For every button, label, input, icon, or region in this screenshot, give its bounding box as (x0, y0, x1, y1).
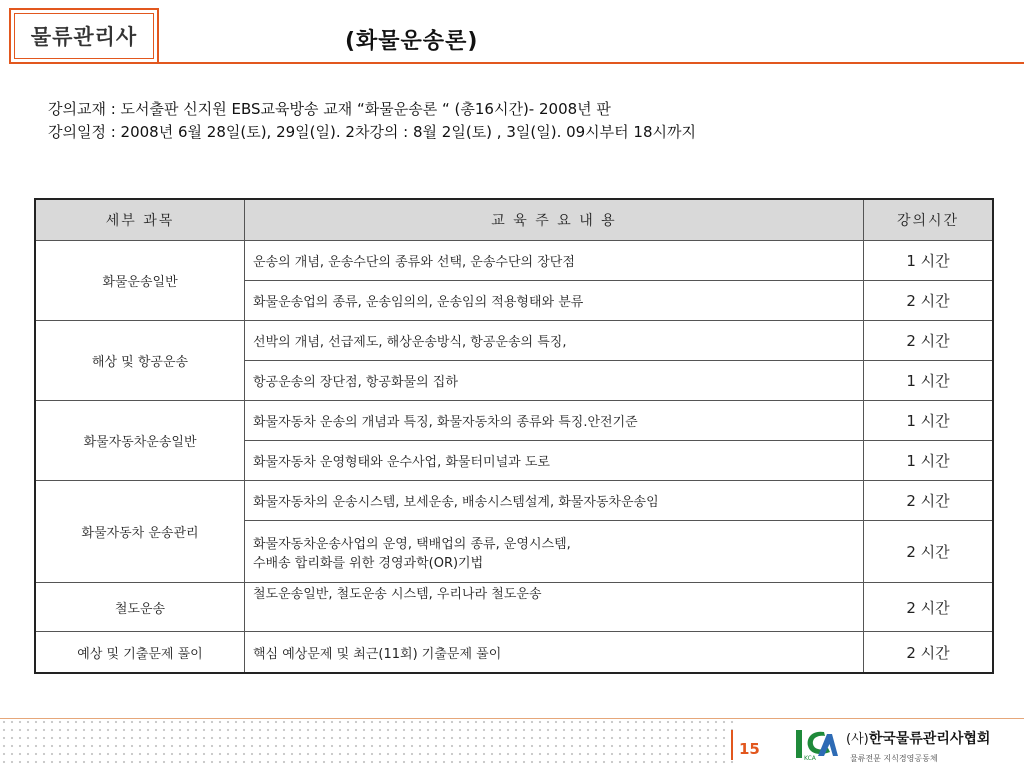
hours-cell: 1 시간 (864, 401, 994, 441)
content-cell: 화물자동차 운송의 개념과 특징, 화물자동차의 종류와 특징.안전기준 (245, 401, 864, 441)
subject-cell: 화물자동차 운송관리 (35, 481, 245, 583)
textbook-line: 강의교재 : 도서출판 신지원 EBS교육방송 교재 “화물운송론 “ (총16시간)- 2008년 판 (48, 100, 611, 118)
subject-cell: 예상 및 기출문제 풀이 (35, 632, 245, 674)
header-hours: 강의시간 (864, 199, 994, 241)
logo-lettering: KCA (804, 755, 816, 762)
hours-cell: 1 시간 (864, 241, 994, 281)
header-subject: 세부 과목 (35, 199, 245, 241)
content-line: 수배송 합리화를 위한 경영과학(OR)기법 (253, 555, 484, 571)
organization-name (846, 728, 990, 748)
table-row (35, 401, 993, 441)
header-content: 교 육 주 요 내 용 (245, 199, 864, 241)
content-cell (245, 521, 864, 583)
hours-cell: 2 시간 (864, 583, 994, 632)
subject-cell: 화물자동차운송일반 (35, 401, 245, 481)
content-cell: 화물자동차의 운송시스템, 보세운송, 배송시스템설계, 화물자동차운송임 (245, 481, 864, 521)
hours-cell: 2 시간 (864, 321, 994, 361)
content-cell: 항공운송의 장단점, 항공화물의 집하 (245, 361, 864, 401)
content-cell: 핵심 예상문제 및 최근(11회) 기출문제 풀이 (245, 632, 864, 674)
hours-cell: 2 시간 (864, 281, 994, 321)
page-title: (화물운송론) (345, 29, 479, 54)
content-cell: 선박의 개념, 선급제도, 해상운송방식, 항공운송의 특징, (245, 321, 864, 361)
subject-cell: 해상 및 항공운송 (35, 321, 245, 401)
schedule-line: 강의일정 : 2008년 6월 28일(토), 29일(일). 2차강의 : 8월 2일(토) , 3일(일). 09시부터 18시까지 (48, 123, 696, 141)
content-cell: 화물자동차 운영형태와 운수사업, 화물터미널과 도로 (245, 441, 864, 481)
subject-badge (9, 8, 159, 64)
header-divider (159, 62, 1024, 64)
hours-cell: 2 시간 (864, 481, 994, 521)
content-cell: 철도운송일반, 철도운송 시스템, 우리나라 철도운송 (245, 583, 864, 632)
kca-logo-icon (794, 726, 840, 762)
table-row (35, 583, 993, 632)
hours-cell: 2 시간 (864, 632, 994, 674)
subject-cell: 철도운송 (35, 583, 245, 632)
table-header-row (35, 199, 993, 241)
organization-slogan: 물류전문 지식경영공동체 (850, 754, 938, 763)
content-cell: 화물운송업의 종류, 운송임의의, 운송임의 적용형태와 분류 (245, 281, 864, 321)
content-cell: 운송의 개념, 운송수단의 종류와 선택, 운송수단의 장단점 (245, 241, 864, 281)
footer-dot-pattern (0, 718, 735, 768)
page-number: 15 (739, 740, 760, 758)
curriculum-table (34, 198, 994, 674)
subject-cell: 화물운송일반 (35, 241, 245, 321)
subject-badge-label: 물류관리사 (14, 13, 154, 59)
table-row (35, 321, 993, 361)
organization-title: 한국물류관리사협회 (868, 731, 991, 747)
table-row (35, 481, 993, 521)
course-info (48, 98, 696, 144)
table-row (35, 241, 993, 281)
hours-cell: 1 시간 (864, 361, 994, 401)
hours-cell: 2 시간 (864, 521, 994, 583)
content-line: 화물자동차운송사업의 운영, 택배업의 종류, 운영시스템, (253, 536, 571, 552)
page-number-marker (731, 730, 733, 760)
organization-prefix: (사) (846, 732, 869, 747)
table-row (35, 632, 993, 674)
hours-cell: 1 시간 (864, 441, 994, 481)
